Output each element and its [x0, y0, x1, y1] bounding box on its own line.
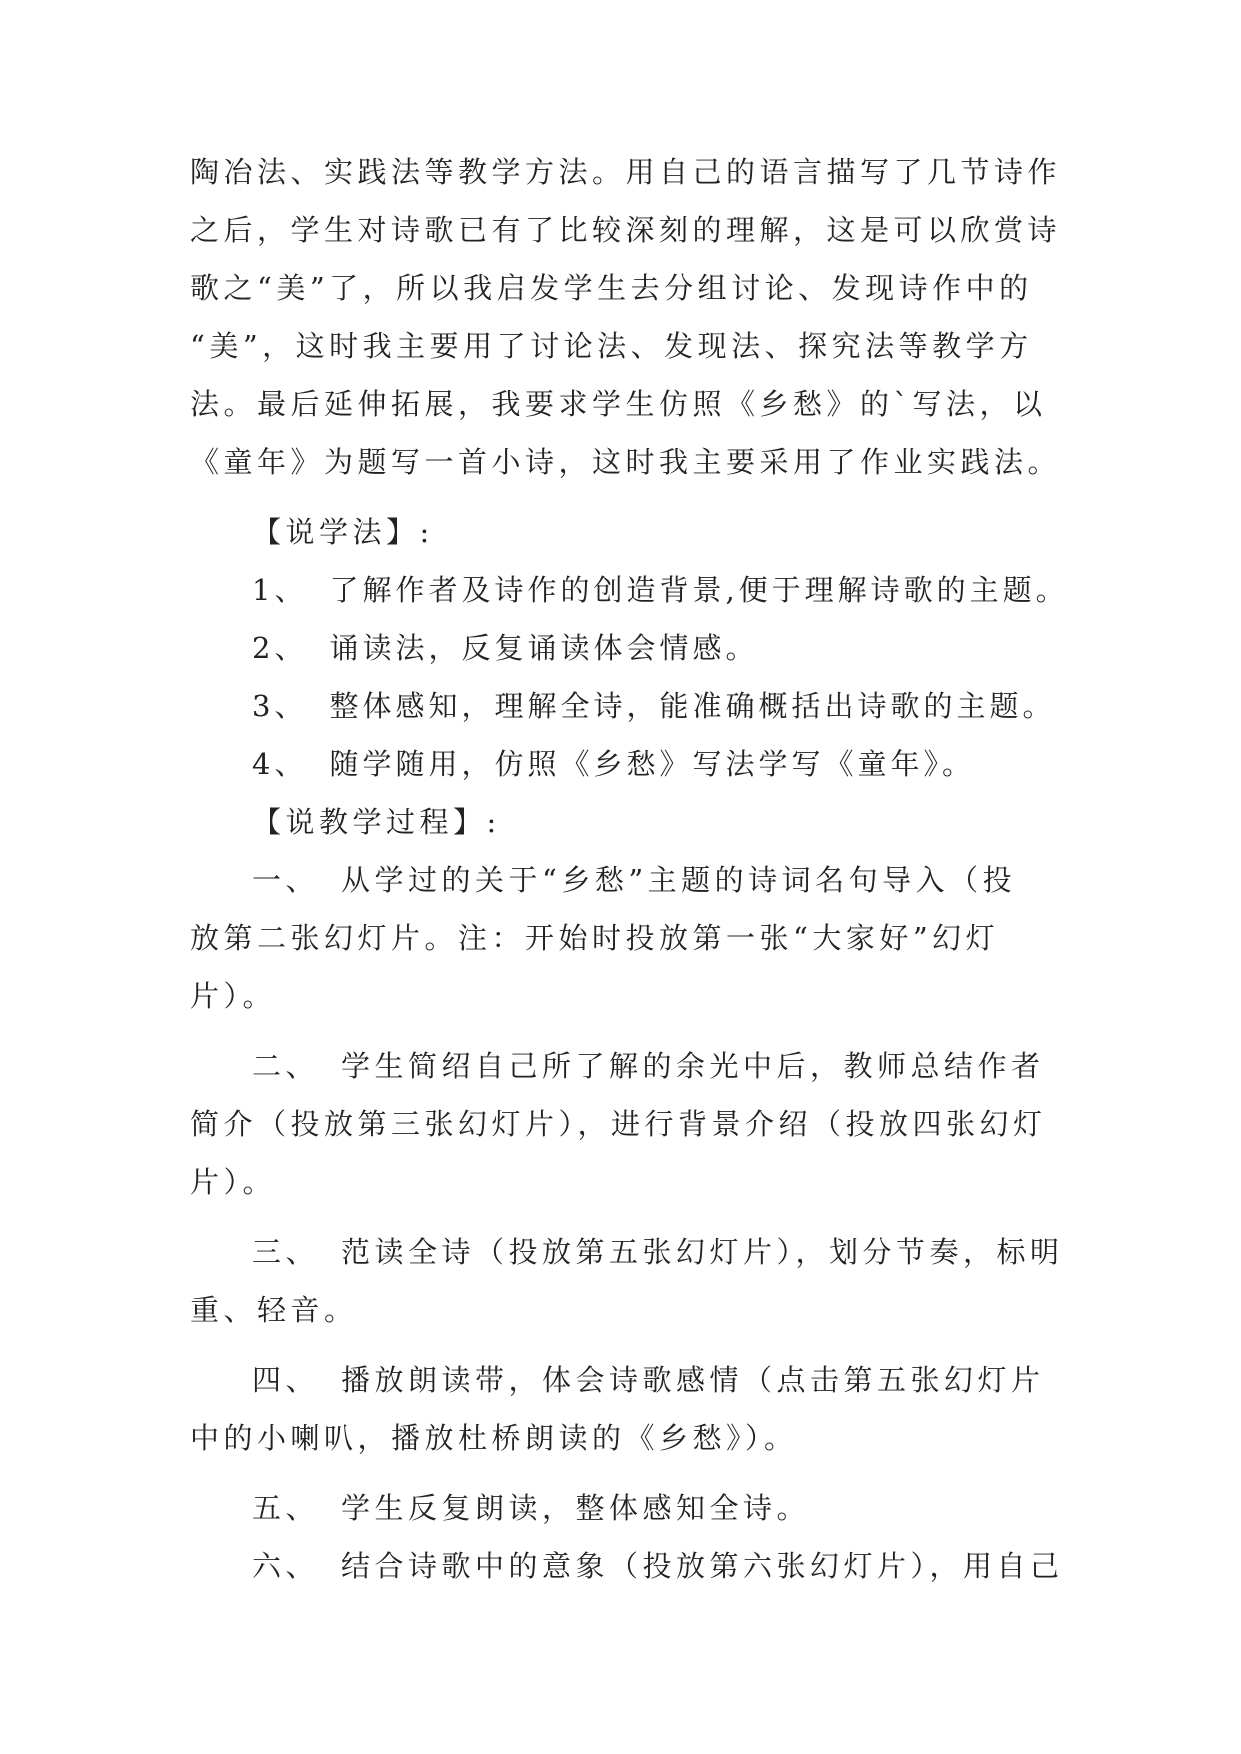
- study-method-item: [252, 744, 975, 784]
- step-text: 播放朗读带，体会诗歌感情（点击第五张幻灯片: [341, 1363, 1045, 1397]
- paragraph-line: 陶冶法、实践法等教学方法。用自己的语言描写了几节诗作: [190, 155, 1062, 189]
- step-number: 一、: [252, 863, 320, 897]
- process-step: [252, 1232, 1064, 1272]
- process-step-continuation: 重、轻音。: [190, 1293, 358, 1327]
- item-number: 2、: [252, 631, 308, 665]
- step-number: 六、: [252, 1549, 320, 1583]
- item-number: 3、: [252, 689, 308, 723]
- step-text: 学生简绍自己所了解的余光中后，教师总结作者: [341, 1049, 1045, 1083]
- step-text: 学生反复朗读，整体感知全诗。: [341, 1491, 811, 1525]
- item-text: 了解作者及诗作的创造背景,便于理解诗歌的主题。: [329, 573, 1069, 607]
- process-step-continuation: 片）。: [190, 1165, 277, 1199]
- step-text: 结合诗歌中的意象（投放第六张幻灯片），用自己: [341, 1549, 1064, 1583]
- item-number: 1、: [252, 573, 308, 607]
- process-step-continuation: 放第二张幻灯片。注：开始时投放第一张“大家好”幻灯: [190, 921, 1000, 955]
- step-number: 四、: [252, 1363, 320, 1397]
- process-step: [252, 1488, 810, 1528]
- item-text: 诵读法，反复诵读体会情感。: [329, 631, 759, 665]
- step-number: 三、: [252, 1235, 320, 1269]
- item-number: 4、: [252, 747, 308, 781]
- process-step-continuation: 中的小喇叭，播放杜桥朗读的《乡愁》）。: [190, 1421, 798, 1455]
- study-method-item: [252, 570, 1069, 610]
- process-step-continuation: 简介（投放第三张幻灯片），进行背景介绍（投放四张幻灯: [190, 1107, 1047, 1141]
- step-text: 从学过的关于“乡愁”主题的诗词名句导入（投: [341, 863, 1017, 897]
- step-number: 二、: [252, 1049, 320, 1083]
- item-text: 随学随用，仿照《乡愁》写法学写《童年》。: [329, 747, 975, 781]
- paragraph-line: 歌之“美”了，所以我启发学生去分组讨论、发现诗作中的: [190, 271, 1033, 305]
- section-heading-study-method: 【说学法】:: [252, 515, 434, 549]
- process-step: [252, 1360, 1045, 1400]
- study-method-item: [252, 628, 758, 668]
- paragraph-line: 之后，学生对诗歌已有了比较深刻的理解，这是可以欣赏诗: [190, 213, 1062, 247]
- section-heading-teaching-process: 【说教学过程】:: [252, 805, 501, 839]
- paragraph-line: 《童年》为题写一首小诗，这时我主要采用了作业实践法。: [190, 445, 1062, 479]
- step-number: 五、: [252, 1491, 320, 1525]
- study-method-item: [252, 686, 1055, 726]
- process-step: [252, 1546, 1064, 1586]
- process-step-continuation: 片）。: [190, 979, 277, 1013]
- process-step: [252, 1046, 1045, 1086]
- paragraph-line: “美”，这时我主要用了讨论法、发现法、探究法等教学方: [190, 329, 1033, 363]
- paragraph-line: 法。最后延伸拓展，我要求学生仿照《乡愁》的`写法，以: [190, 387, 1047, 421]
- step-text: 范读全诗（投放第五张幻灯片），划分节奏，标明: [341, 1235, 1064, 1269]
- item-text: 整体感知，理解全诗，能准确概括出诗歌的主题。: [329, 689, 1056, 723]
- process-step: [252, 860, 1016, 900]
